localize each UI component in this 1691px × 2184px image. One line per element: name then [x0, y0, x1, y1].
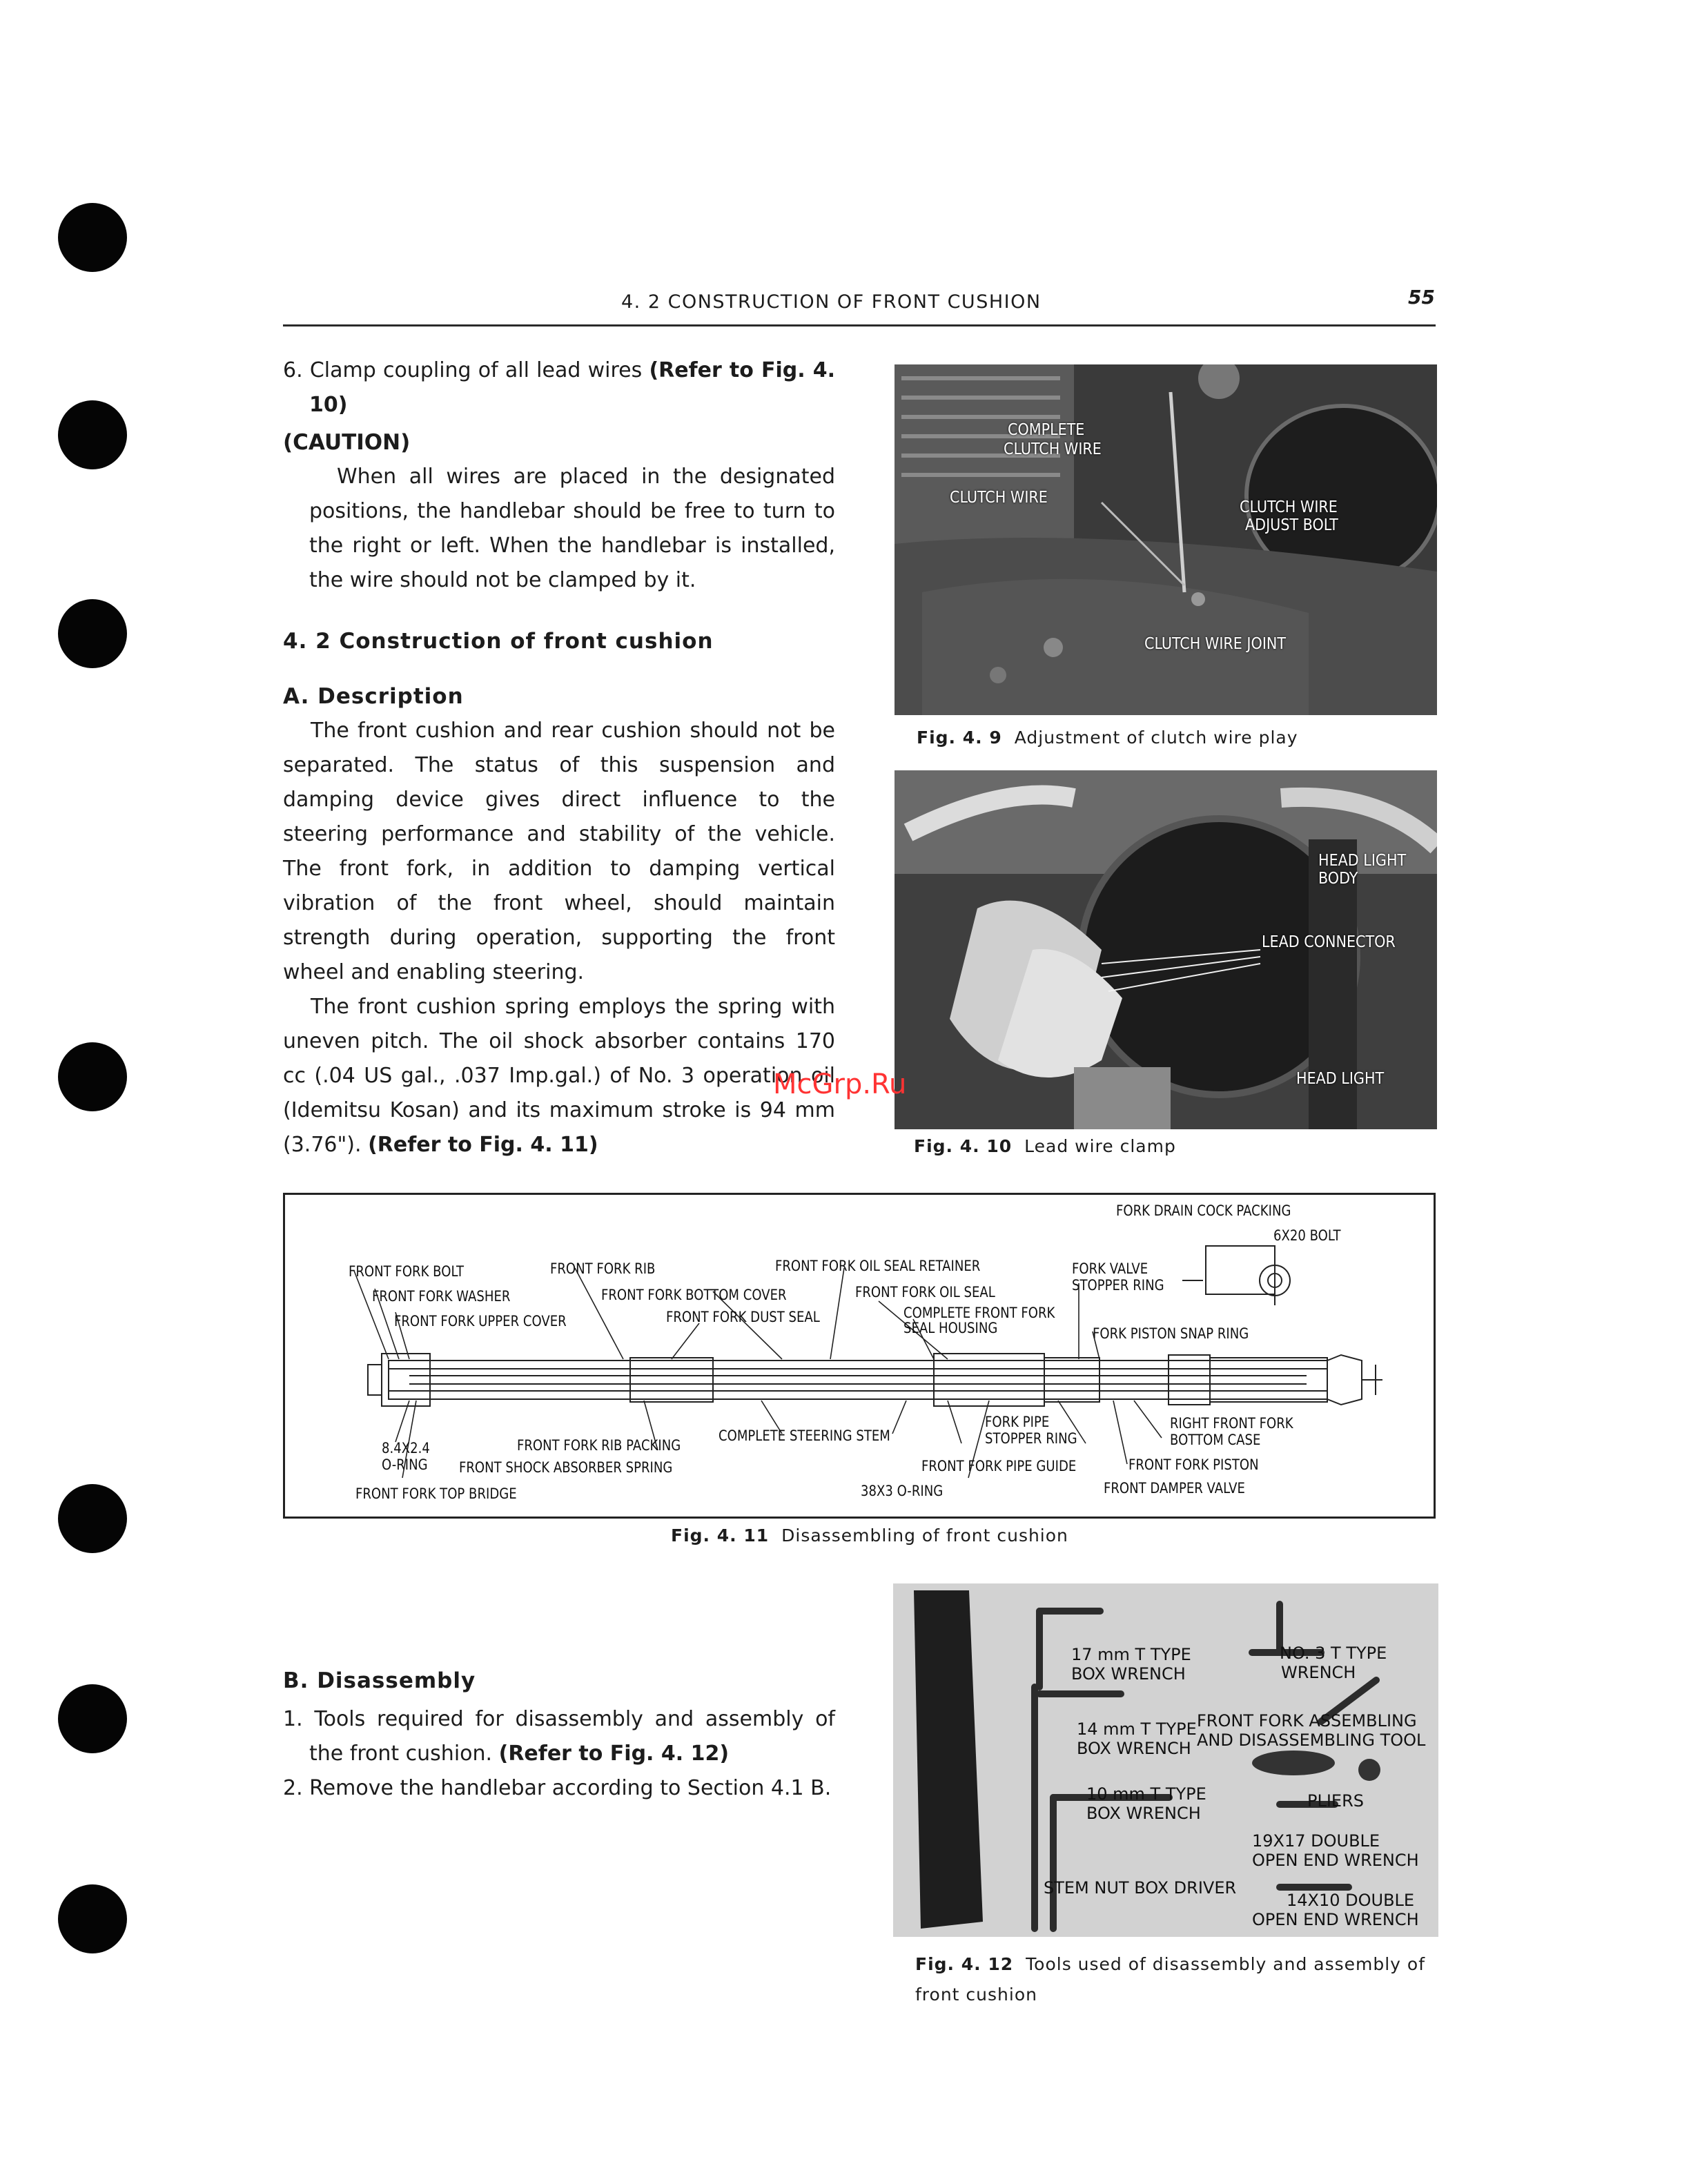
diagram-label: 6X20 BOLT — [1273, 1227, 1341, 1244]
diagram-label: FORK PISTON SNAP RING — [1093, 1325, 1249, 1342]
fig-4-12-label: 14X10 DOUBLE — [1287, 1891, 1415, 1910]
binder-hole — [58, 400, 127, 469]
diagram-label: FRONT FORK RIB — [550, 1260, 656, 1277]
diagram-label: FRONT FORK OIL SEAL RETAINER — [775, 1258, 981, 1274]
diagram-label: SEAL HOUSING — [903, 1320, 998, 1336]
diagram-label: FRONT FORK BOTTOM COVER — [601, 1287, 787, 1303]
fig-4-9-label: CLUTCH WIRE — [950, 489, 1048, 507]
step-2: 2. Remove the handlebar according to Section 4.1 B. — [283, 1776, 832, 1800]
step-1: 1. Tools required for disassembly and assembly of the front cushion. (Refer to Fig. 4. 12) — [283, 1707, 835, 1766]
fig-4-12-label: BOX WRENCH — [1071, 1664, 1186, 1684]
fig-4-12-label: AND DISASSEMBLING TOOL — [1197, 1730, 1426, 1750]
fig-4-12-label: OPEN END WRENCH — [1252, 1851, 1419, 1870]
binder-hole — [58, 1884, 127, 1953]
fig-4-9-label: CLUTCH WIRE — [1004, 440, 1102, 458]
description-paragraph-1: The front cushion and rear cushion should not be separated. The status of this suspension and damping device gives direct influence to the steering performance and stability of the vehicle. The front fork, in addition to damping vertical vibration of the front wheel, should maintain strength during operation, supporting the front wheel and enabling steering. — [283, 719, 835, 984]
fig-4-10-label: HEAD LIGHT — [1296, 1070, 1385, 1088]
watermark: McGrp.Ru — [773, 1069, 907, 1100]
fig-4-12-label: WRENCH — [1281, 1663, 1356, 1682]
diagram-label: STOPPER RING — [985, 1430, 1077, 1447]
diagram-label: FRONT FORK RIB PACKING — [517, 1437, 681, 1454]
fig-4-9-label: CLUTCH WIRE — [1240, 498, 1338, 516]
diagram-label: O-RING — [382, 1456, 428, 1473]
diagram-label: FORK DRAIN COCK PACKING — [1116, 1202, 1291, 1219]
description-paragraph-2: The front cushion spring employs the spring with uneven pitch. The oil shock absorber contains 170 cc (.04 US gal., .037 Imp.gal.) of No. 3 operation oil (Idemitsu Kosan) and its maximum stroke is 94 mm (3.76"). (Refer to Fig. 4. 11) — [283, 995, 835, 1157]
binder-hole — [58, 1684, 127, 1753]
diagram-label: FRONT DAMPER VALVE — [1104, 1480, 1245, 1496]
binder-hole — [58, 1484, 127, 1553]
diagram-label: COMPLETE FRONT FORK — [903, 1305, 1055, 1321]
diagram-label: FRONT FORK BOLT — [349, 1263, 465, 1280]
fig-4-12-label: 17 mm T TYPE — [1071, 1645, 1191, 1664]
fig-4-12-caption: Fig. 4. 12 Tools used of disassembly and assembly of front cushion — [915, 1954, 1426, 2005]
diagram-label: FRONT FORK DUST SEAL — [666, 1309, 820, 1325]
diagram-label: FRONT FORK WASHER — [372, 1288, 511, 1305]
fig-4-12-label: OPEN END WRENCH — [1252, 1910, 1419, 1929]
fig-4-9-label: CLUTCH WIRE JOINT — [1144, 635, 1287, 653]
fig-4-9-label: ADJUST BOLT — [1245, 516, 1338, 534]
fig-4-12-label: 19X17 DOUBLE — [1252, 1831, 1380, 1851]
diagram-label: STOPPER RING — [1072, 1277, 1164, 1294]
binder-hole — [58, 203, 127, 272]
running-header: 4. 2 CONSTRUCTION OF FRONT CUSHION — [621, 291, 1042, 313]
diagram-label: 38X3 O-RING — [861, 1483, 944, 1499]
fig-4-10-label: HEAD LIGHT — [1318, 852, 1407, 870]
subsection-b-heading: B. Disassembly — [283, 1668, 476, 1693]
diagram-label: BOTTOM CASE — [1170, 1432, 1261, 1448]
fig-4-9-image — [895, 364, 1437, 715]
caution-heading: (CAUTION) — [283, 430, 411, 455]
fig-4-12-label: STEM NUT BOX DRIVER — [1044, 1878, 1237, 1898]
diagram-label: FRONT SHOCK ABSORBER SPRING — [459, 1459, 673, 1476]
diagram-label: FRONT FORK PIPE GUIDE — [921, 1458, 1077, 1474]
fig-4-12-label: NO. 3 T TYPE — [1280, 1644, 1387, 1663]
fig-4-11-caption: Fig. 4. 11 Disassembling of front cushion — [671, 1525, 1068, 1546]
diagram-label: RIGHT FRONT FORK — [1170, 1415, 1293, 1432]
front-fork-drawing — [285, 1195, 1434, 1517]
fig-4-11-diagram — [283, 1193, 1436, 1519]
fig-4-9-caption: Fig. 4. 9 Adjustment of clutch wire play — [917, 728, 1298, 748]
fig-4-10-label: LEAD CONNECTOR — [1262, 933, 1396, 951]
fig-4-12-label: BOX WRENCH — [1086, 1804, 1201, 1823]
fig-4-12-label: 10 mm T TYPE — [1086, 1784, 1206, 1804]
fig-4-10-caption: Fig. 4. 10 Lead wire clamp — [914, 1136, 1176, 1156]
caution-text: When all wires are placed in the designated positions, the handlebar should be free to turn to the right or left. When the handlebar is installed, the wire should not be clamped by it. — [309, 465, 835, 592]
fig-4-12-label: 14 mm T TYPE — [1077, 1719, 1197, 1739]
step-6: 6. Clamp coupling of all lead wires (Refer to Fig. 4. 10) — [283, 358, 835, 417]
binder-hole — [58, 1042, 127, 1111]
left-column-upper — [283, 353, 835, 1162]
diagram-label: FRONT FORK TOP BRIDGE — [355, 1485, 517, 1502]
fig-4-10-photo — [895, 770, 1437, 1129]
binder-hole — [58, 599, 127, 668]
fig-4-9-label: COMPLETE — [1008, 421, 1085, 439]
header-rule — [283, 324, 1436, 326]
diagram-label: 8.4X2.4 — [382, 1440, 430, 1456]
section-heading: 4. 2 Construction of front cushion — [283, 629, 714, 654]
fig-4-12-photo — [893, 1583, 1438, 1937]
page-number: 55 — [1408, 286, 1435, 309]
left-column-lower — [283, 1664, 835, 1806]
diagram-label: FORK VALVE — [1072, 1260, 1148, 1277]
fig-4-12-label: BOX WRENCH — [1077, 1739, 1191, 1758]
fig-4-12-label: PLIERS — [1307, 1791, 1364, 1811]
fig-4-10-label: BODY — [1318, 870, 1358, 888]
diagram-label: FRONT FORK UPPER COVER — [394, 1313, 567, 1329]
diagram-label: COMPLETE STEERING STEM — [719, 1427, 890, 1444]
subsection-a-heading: A. Description — [283, 684, 464, 709]
fig-4-12-label: FRONT FORK ASSEMBLING — [1197, 1711, 1417, 1730]
diagram-label: FRONT FORK OIL SEAL — [855, 1284, 995, 1300]
fig-4-9-photo — [895, 364, 1437, 715]
diagram-label: FRONT FORK PISTON — [1128, 1456, 1259, 1473]
diagram-label: FORK PIPE — [985, 1414, 1050, 1430]
